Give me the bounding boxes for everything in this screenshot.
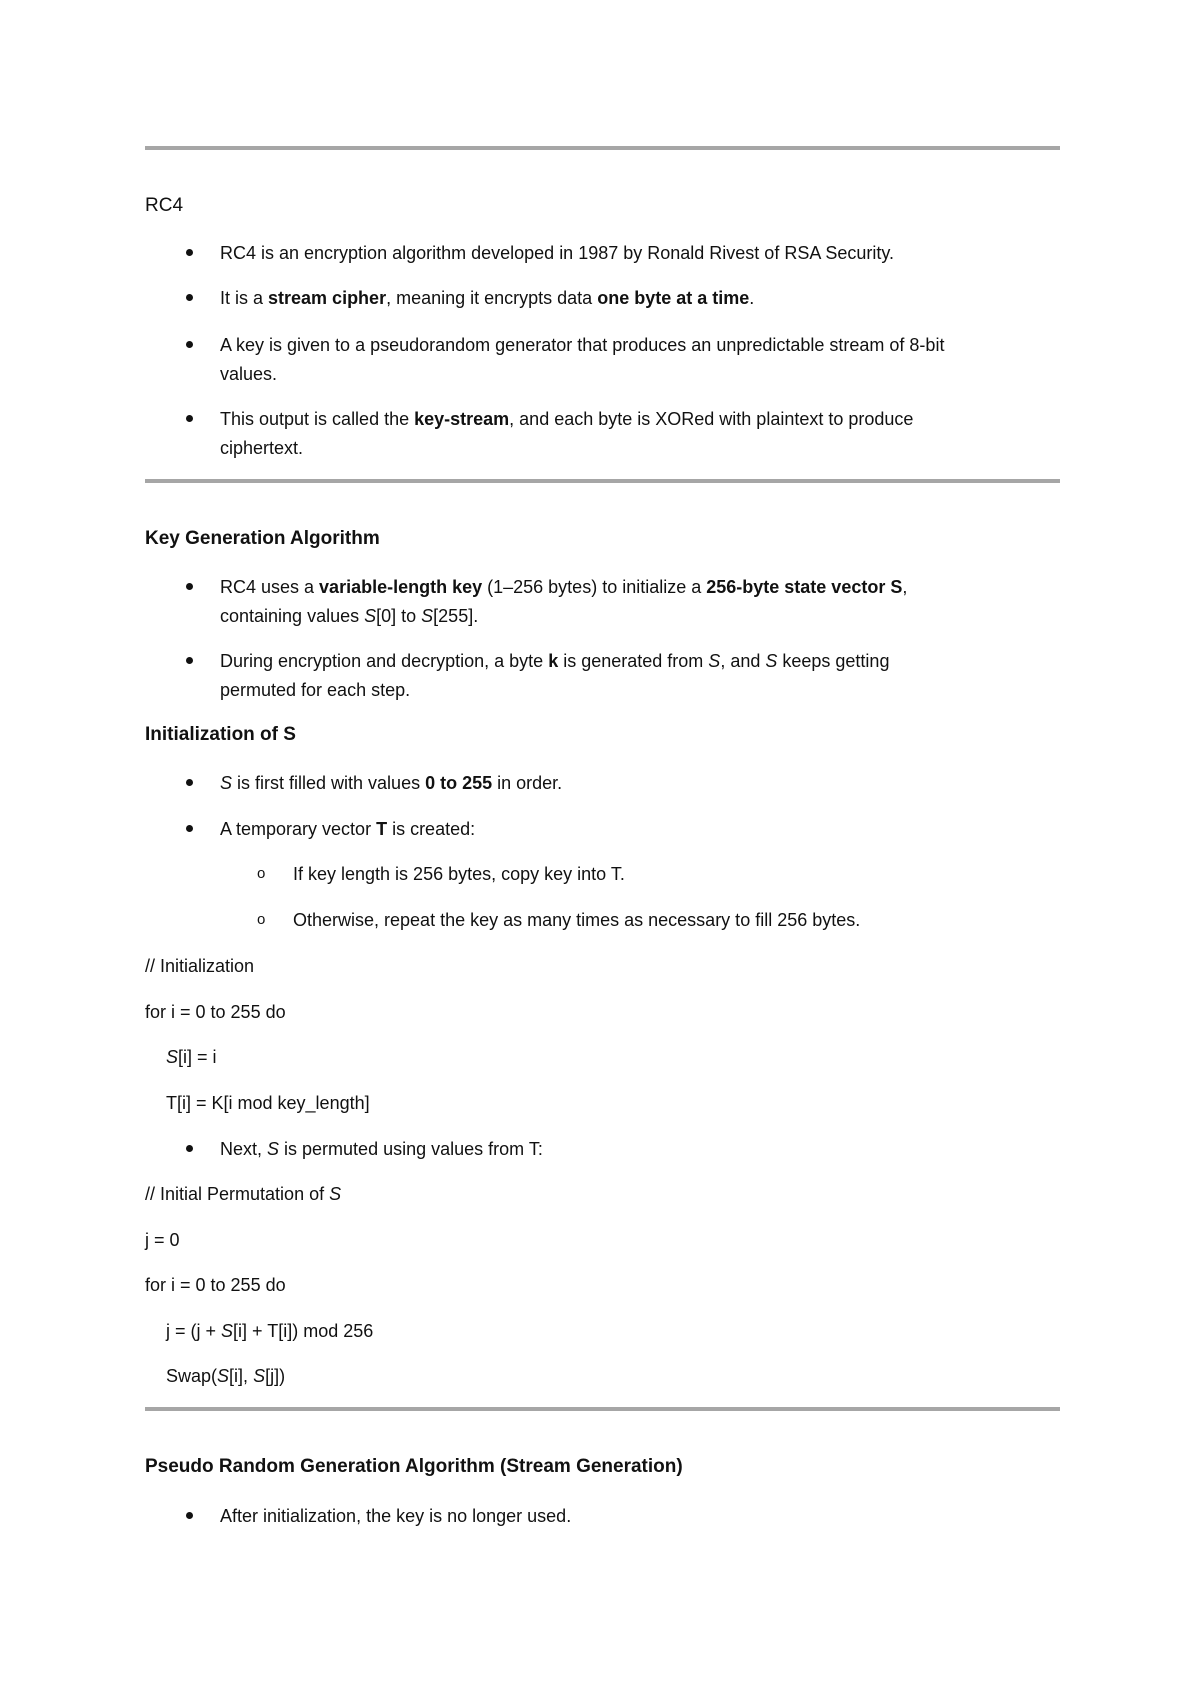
code-line: for i = 0 to 255 do — [145, 1275, 286, 1295]
rc4-bullet-3-line-1: A key is given to a pseudorandom generator that produces an unpredictable stream of 8-bit — [220, 335, 945, 355]
code-comment: // Initialization — [145, 956, 255, 976]
horizontal-rule — [145, 479, 1060, 483]
bullet-icon — [186, 415, 193, 422]
init-bullet-2: A temporary vector T is created: — [220, 819, 476, 839]
bullet-icon — [186, 249, 193, 256]
code-line: Swap(S[i], S[j]) — [166, 1366, 286, 1386]
bullet-icon — [186, 825, 193, 832]
section-title-prga: Pseudo Random Generation Algorithm (Stream Generation) — [145, 1456, 683, 1477]
code-line: j = 0 — [145, 1230, 180, 1250]
code-line: T[i] = K[i mod key_length] — [166, 1093, 370, 1113]
bullet-icon — [186, 583, 193, 590]
bullet-icon — [186, 779, 193, 786]
init-sub-bullet-1: If key length is 256 bytes, copy key into T. — [293, 864, 625, 884]
rc4-bullet-3-line-2: values. — [220, 364, 278, 384]
code-line: for i = 0 to 255 do — [145, 1002, 286, 1022]
horizontal-rule — [145, 1407, 1060, 1411]
section-title-rc4: RC4 — [145, 195, 184, 216]
bullet-icon — [186, 294, 193, 301]
section-title-key-generation: Key Generation Algorithm — [145, 528, 380, 549]
rc4-bullet-2: It is a stream cipher, meaning it encrypts data one byte at a time. — [220, 288, 755, 308]
init-bullet-1: S is first filled with values 0 to 255 in order. — [220, 773, 563, 793]
hollow-bullet-icon: o — [257, 865, 266, 882]
rc4-bullet-4-line-2: ciphertext. — [220, 438, 304, 458]
keygen-bullet-1-line-1: RC4 uses a variable-length key (1–256 bytes) to initialize a 256-byte state vector S, — [220, 577, 908, 597]
code-line: S[i] = i — [166, 1047, 217, 1067]
keygen-bullet-2-line-2: permuted for each step. — [220, 680, 411, 700]
hollow-bullet-icon: o — [257, 911, 266, 928]
rc4-bullet-1: RC4 is an encryption algorithm developed in 1987 by Ronald Rivest of RSA Security. — [220, 243, 895, 263]
bullet-icon — [186, 1512, 193, 1519]
init-bullet-3: Next, S is permuted using values from T: — [220, 1139, 543, 1159]
horizontal-rule — [145, 146, 1060, 150]
prga-bullet-1: After initialization, the key is no longer used. — [220, 1506, 572, 1526]
rc4-bullet-4-line-1: This output is called the key-stream, and each byte is XORed with plaintext to produce — [220, 409, 914, 429]
bullet-icon — [186, 341, 193, 348]
bullet-icon — [186, 1145, 193, 1152]
section-title-initialization: Initialization of S — [145, 724, 296, 745]
code-line: j = (j + S[i] + T[i]) mod 256 — [166, 1321, 374, 1341]
init-sub-bullet-2: Otherwise, repeat the key as many times as necessary to fill 256 bytes. — [293, 910, 861, 930]
code-comment: // Initial Permutation of S — [145, 1184, 342, 1204]
bullet-icon — [186, 657, 193, 664]
keygen-bullet-1-line-2: containing values S[0] to S[255]. — [220, 606, 479, 626]
keygen-bullet-2-line-1: During encryption and decryption, a byte k is generated from S, and S keeps getting — [220, 651, 890, 671]
